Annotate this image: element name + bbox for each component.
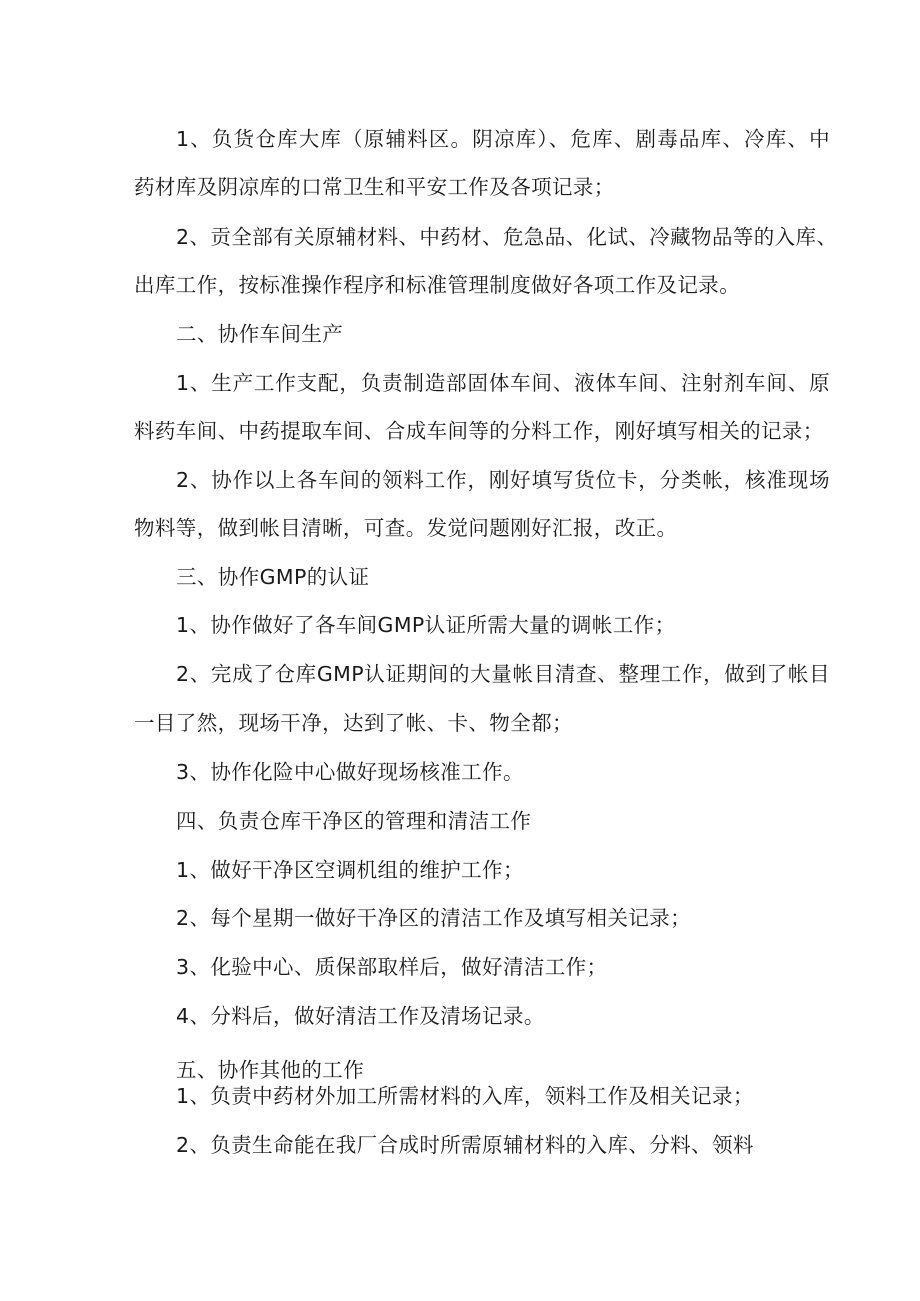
section-heading-4: 四、负责仓库干净区的管理和清洁工作 — [176, 809, 532, 833]
text-line-16: 1、做好干净区空调机组的维护工作； — [176, 858, 524, 882]
text-line-19: 4、分料后，做好清洁工作及清场记录。 — [176, 1004, 545, 1028]
section-heading-2: 二、协作车间生产 — [176, 322, 344, 346]
text-line-11: 1、协作做好了各车间GMP认证所需大量的调帐工作； — [176, 613, 676, 637]
text-line-22: 2、负责生命能在我厂合成时所需原辅材料的入库、分料、领料 — [176, 1133, 754, 1157]
text-line-7: 料药车间、中药提取车间、合成车间等的分料工作，刚好填写相关的记录； — [134, 419, 824, 443]
text-line-1: 1、负货仓库大库（原辅料区。阴凉库）、危库、剧毒品库、冷库、中 — [176, 127, 830, 151]
section-heading-3: 三、协作GMP的认证 — [176, 565, 370, 589]
text-line-18: 3、化验中心、质保部取样后，做好清洁工作； — [176, 955, 608, 979]
text-line-4: 出库工作，按标准操作程序和标准管理制度做好各项工作及记录。 — [134, 273, 741, 297]
text-line-8: 2、协作以上各车间的领料工作，刚好填写货位卡，分类帐，核准现场 — [176, 468, 830, 492]
text-line-17: 2、每个星期一做好干净区的清洁工作及填写相关记录； — [176, 906, 692, 930]
text-line-13: 一目了然，现场干净，达到了帐、卡、物全都； — [134, 711, 573, 735]
text-line-21: 1、负责中药材外加工所需材料的入库，领料工作及相关记录； — [176, 1084, 754, 1108]
text-line-6: 1、生产工作支配，负责制造部固体车间、液体车间、注射剂车间、原 — [176, 371, 830, 395]
text-line-12: 2、完成了仓库GMP认证期间的大量帐目清查、整理工作，做到了帐目 — [176, 662, 830, 686]
text-line-9: 物料等，做到帐目清晰，可查。发觉问题刚好汇报，改正。 — [134, 516, 678, 540]
text-line-14: 3、协作化险中心做好现场核准工作。 — [176, 760, 524, 784]
section-heading-5: 五、协作其他的工作 — [176, 1058, 365, 1082]
text-line-2: 药材库及阴凉库的口常卫生和平安工作及各项记录； — [134, 175, 615, 199]
text-line-3: 2、贡全部有关原辅材料、中药材、危急品、化试、冷藏物品等的入库、 — [176, 225, 838, 249]
